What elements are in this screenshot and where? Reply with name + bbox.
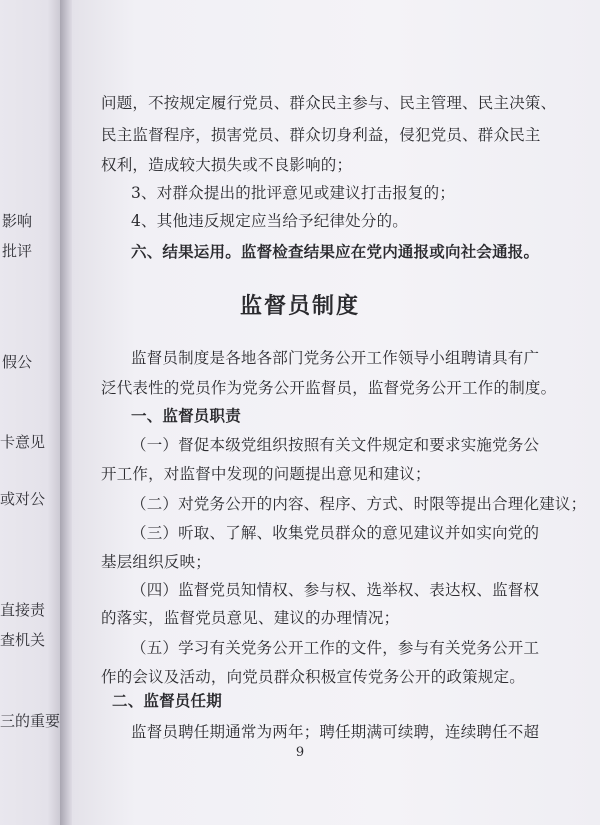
results-section: 六、结果运用。监督检查结果应在党内通报或向社会通报。	[131, 242, 540, 261]
duty-item: （二）对党务公开的内容、程序、方式、时限等提出合理化建议；	[131, 495, 587, 513]
left-fragment: 直接责	[0, 601, 46, 619]
intro-line: 监督员制度是各地各部门党务公开工作领导小组聘请具有广	[131, 349, 540, 367]
left-page-edge	[0, 0, 68, 825]
left-fragment: 批评	[2, 242, 33, 260]
body-line: 问题，不按规定履行党员、群众民主参与、民主管理、民主决策、	[101, 94, 557, 112]
duty-item: （三）听取、了解、收集党员群众的意见建议并如实向党的	[131, 524, 540, 542]
body-line: 3、对群众提出的批评意见或建议打击报复的；	[131, 184, 456, 202]
body-line: 4、其他违反规定应当给予纪律处分的。	[131, 212, 408, 230]
left-fragment: 影响	[2, 212, 33, 230]
left-fragment: 卡意见	[0, 433, 46, 451]
left-fragment: 查机关	[0, 631, 46, 649]
left-fragment: 假公	[2, 353, 33, 371]
intro-line: 泛代表性的党员作为党务公开监督员，监督党务公开工作的制度。	[101, 379, 557, 397]
term-text: 监督员聘任期通常为两年；聘任期满可续聘，连续聘任不超	[131, 723, 540, 741]
duty-item: 作的会议及活动，向党员群众积极宣传党务公开的政策规定。	[101, 668, 525, 686]
duty-item: （五）学习有关党务公开工作的文件，参与有关党务公开工	[131, 639, 540, 657]
body-line: 民主监督程序，损害党员、群众切身利益，侵犯党员、群众民主	[101, 126, 541, 144]
left-fragment: 或对公	[0, 490, 46, 508]
page-title: 监督员制度	[239, 293, 360, 319]
duty-item: 的落实，监督党员意见、建议的办理情况；	[101, 609, 400, 627]
left-fragment: 三的重要	[0, 712, 61, 730]
duty-item: （一）督促本级党组织按照有关文件规定和要求实施党务公	[131, 436, 540, 454]
duty-item: 基层组织反映；	[101, 553, 211, 571]
page-number: 9	[295, 745, 305, 760]
section-heading: 一、监督员职责	[131, 406, 241, 425]
duty-item: （四）监督党员知情权、参与权、选举权、表达权、监督权	[131, 581, 540, 599]
body-line: 权利，造成较大损失或不良影响的；	[101, 156, 353, 174]
duty-item: 开工作，对监督中发现的问题提出意见和建议；	[101, 465, 431, 483]
section-heading: 二、监督员任期	[112, 691, 222, 710]
